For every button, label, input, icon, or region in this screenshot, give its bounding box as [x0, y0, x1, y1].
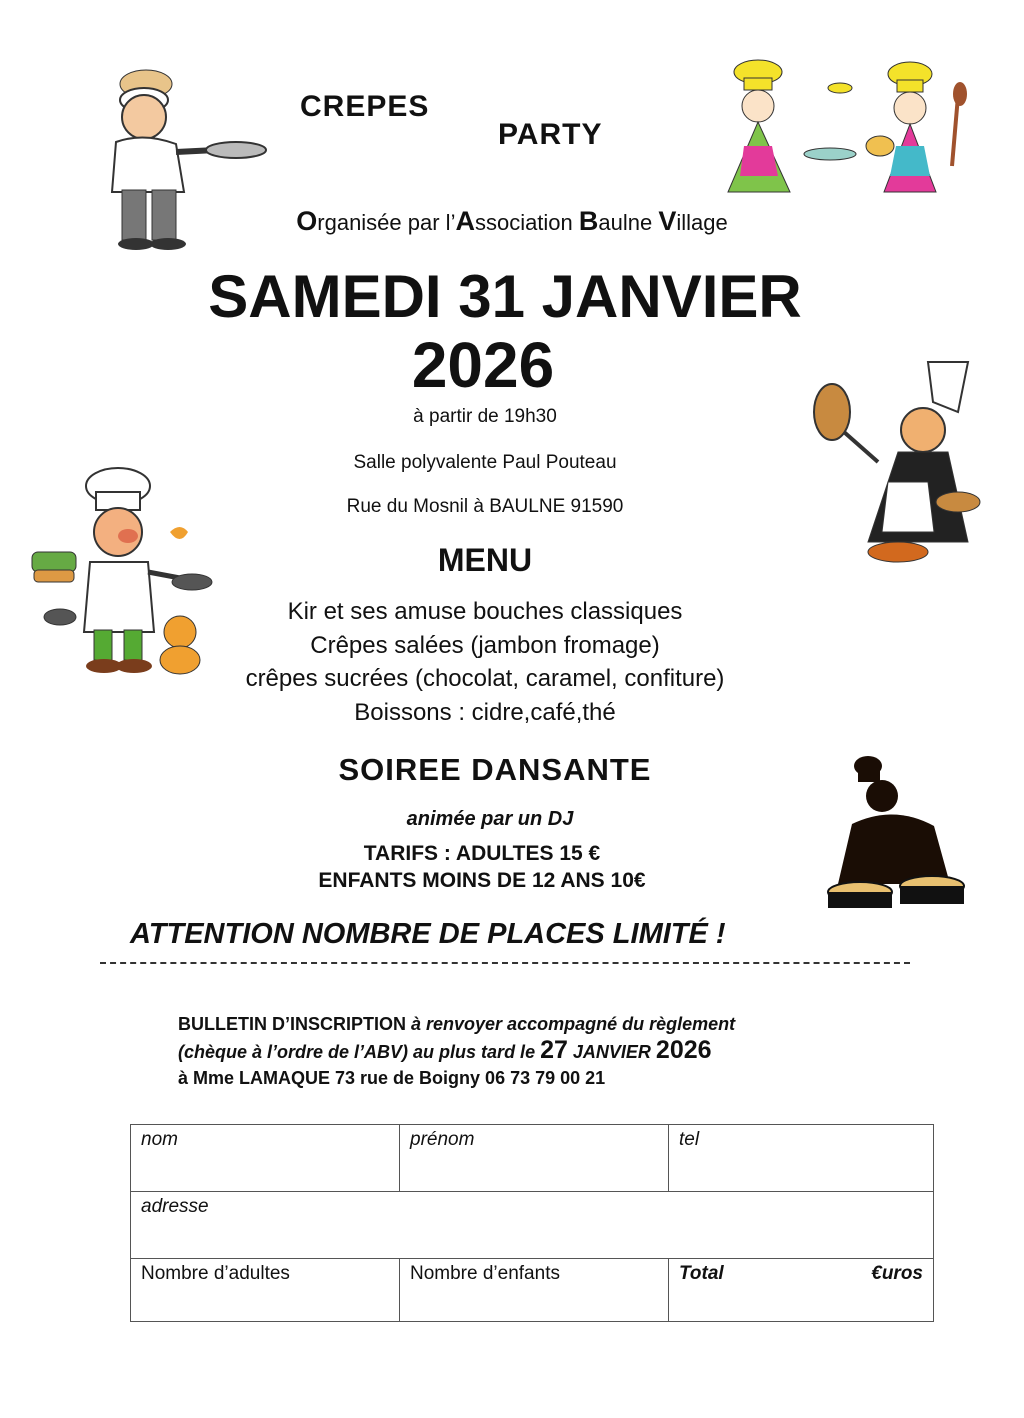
prenom-field[interactable]: prénom: [400, 1125, 669, 1192]
menu-item: Crêpes salées (jambon fromage): [310, 632, 660, 659]
dj-line: animée par un DJ: [406, 808, 574, 830]
event-address: Rue du Mosnil à BAULNE 91590: [346, 496, 624, 517]
event-time: à partir de 19h30: [413, 406, 557, 427]
title-party: PARTY: [498, 118, 603, 151]
bulletin-line2: (chèque à l’ordre de l’ABV) au plus tard le 27 JANVIER 2026: [178, 1036, 712, 1064]
menu-item: Kir et ses amuse bouches classiques: [287, 598, 683, 625]
event-venue: Salle polyvalente Paul Pouteau: [353, 452, 617, 473]
nb-adultes-field[interactable]: Nombre d’adultes: [131, 1259, 400, 1322]
title-crepes: CREPES: [300, 90, 430, 123]
soiree-title: SOIREE DANSANTE: [338, 752, 652, 787]
nb-enfants-field[interactable]: Nombre d’enfants: [400, 1259, 669, 1322]
tarif-children: ENFANTS MOINS DE 12 ANS 10€: [318, 869, 646, 892]
total-field[interactable]: [669, 1259, 934, 1322]
total-label: Total: [679, 1263, 724, 1284]
euros-label: €uros: [871, 1263, 923, 1284]
tel-field[interactable]: tel: [669, 1125, 934, 1192]
nom-field[interactable]: nom: [131, 1125, 400, 1192]
adresse-field[interactable]: adresse: [131, 1192, 934, 1259]
bulletin-line3: à Mme LAMAQUE 73 rue de Boigny 06 73 79 00 21: [178, 1068, 606, 1088]
bulletin-line1: BULLETIN D’INSCRIPTION à renvoyer accompagné du règlement: [178, 1014, 736, 1034]
tarif-adults: TARIFS : ADULTES 15 €: [363, 842, 601, 865]
event-year: 2026: [411, 329, 555, 401]
attention-banner: ATTENTION NOMBRE DE PLACES LIMITÉ !: [130, 918, 726, 950]
menu-item: Boissons : cidre,café,thé: [354, 699, 616, 726]
menu-item: crêpes sucrées (chocolat, caramel, confiture): [245, 665, 725, 692]
event-date: SAMEDI 31 JANVIER: [208, 263, 802, 330]
organizer-line: Organisée par l’Association Baulne Village: [296, 206, 728, 236]
cut-line-divider: [100, 962, 910, 964]
menu-title: MENU: [437, 542, 533, 578]
girl-chefs-icon: [720, 56, 980, 200]
registration-form: [130, 1124, 934, 1322]
